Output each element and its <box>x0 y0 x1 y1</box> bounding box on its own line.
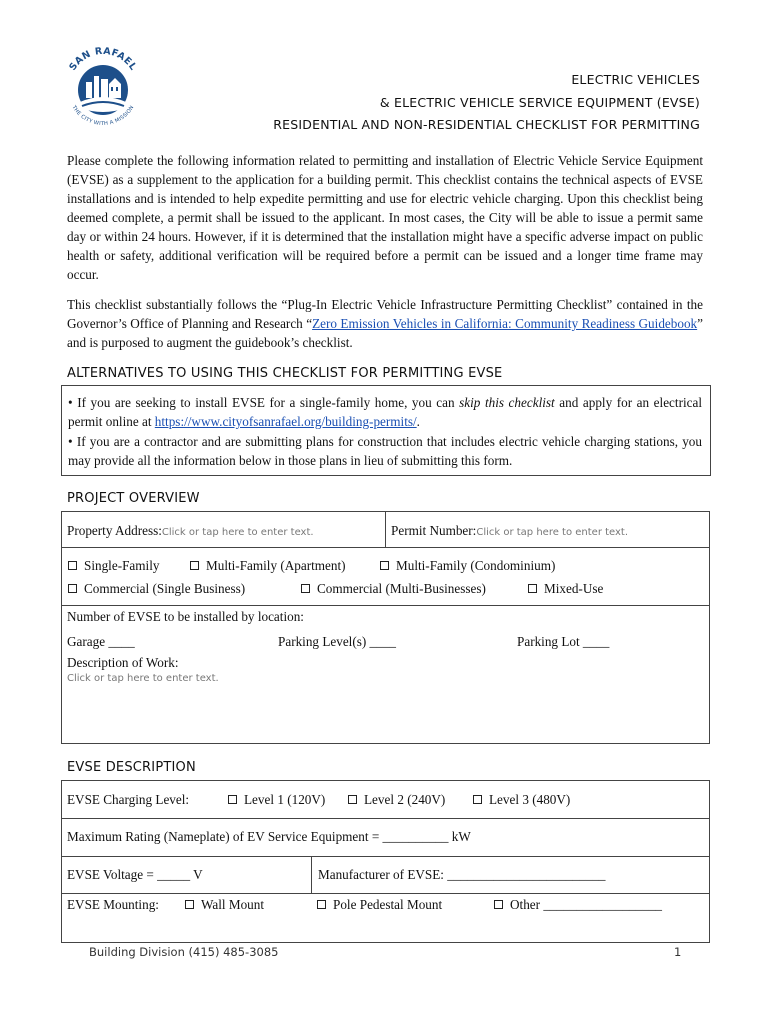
title-line-2: & ELECTRIC VEHICLE SERVICE EQUIPMENT (EVSE) <box>379 95 700 110</box>
building-permits-link[interactable]: https://www.cityofsanrafael.org/building-permits/ <box>154 414 417 429</box>
svg-text:THE CITY WITH A MISSION: THE CITY WITH A MISSION <box>70 104 136 128</box>
alternatives-bullet-1 <box>68 393 702 431</box>
alternatives-bullet-2 <box>68 432 702 470</box>
checkbox-mixed-use[interactable] <box>528 581 603 597</box>
checkbox-icon[interactable] <box>185 900 194 909</box>
intro-paragraph-2 <box>67 295 703 352</box>
checkbox-label: Commercial (Multi-Businesses) <box>317 581 486 596</box>
checkbox-level-2[interactable] <box>348 792 445 808</box>
intro-paragraph-2-tail: ” and is purposed to augment the guidebook’s checklist. <box>67 316 703 350</box>
permit-number-input[interactable]: Click or tap here to enter text. <box>476 527 629 538</box>
checkbox-label: Level 3 (480V) <box>489 792 571 807</box>
table-divider <box>61 893 710 894</box>
table-divider <box>61 818 710 819</box>
property-address-input[interactable]: Click or tap here to enter text. <box>161 527 314 538</box>
checkbox-label: Level 2 (240V) <box>364 792 446 807</box>
table-divider <box>311 856 312 893</box>
evse-description-heading: EVSE DESCRIPTION <box>67 760 196 775</box>
table-divider <box>385 511 386 548</box>
checkbox-icon[interactable] <box>380 561 389 570</box>
city-seal-icon <box>60 44 146 130</box>
permit-number-field[interactable] <box>391 523 628 539</box>
mounting-label: EVSE Mounting: <box>67 897 159 912</box>
table-divider <box>61 605 710 606</box>
checkbox-level-1[interactable] <box>228 792 325 808</box>
checkbox-icon[interactable] <box>68 584 77 593</box>
checkbox-icon[interactable] <box>301 584 310 593</box>
checkbox-pole-pedestal-mount[interactable] <box>317 897 442 913</box>
table-divider <box>61 856 710 857</box>
checkbox-level-3[interactable] <box>473 792 570 808</box>
evse-count-label: Number of EVSE to be installed by location: <box>67 609 304 624</box>
manufacturer-field[interactable]: Manufacturer of EVSE: ________________________ <box>318 867 606 882</box>
checkbox-icon[interactable] <box>528 584 537 593</box>
charging-level-label: EVSE Charging Level: <box>67 792 190 807</box>
table-divider <box>61 547 710 548</box>
property-address-field[interactable] <box>67 523 314 539</box>
description-of-work-label: Description of Work: <box>67 655 179 670</box>
title-line-3: RESIDENTIAL AND NON-RESIDENTIAL CHECKLIST FOR PERMITTING <box>273 117 700 132</box>
checkbox-commercial-single[interactable] <box>68 581 245 597</box>
garage-count-field[interactable]: Garage ____ <box>67 634 135 649</box>
page-number: 1 <box>674 945 682 959</box>
checkbox-commercial-multi[interactable] <box>301 581 486 597</box>
checkbox-label: Pole Pedestal Mount <box>333 897 443 912</box>
bullet-1-text: If you are seeking to install EVSE for a single-family home, you can <box>77 395 460 410</box>
bullet-1-emphasis: skip this checklist <box>459 395 555 410</box>
intro-paragraph-2-text: This checklist substantially follows the “Plug-In Electric Vehicle Infrastructure Permitting Checklist” contained in the Governor’s Office of Planning and Research “ <box>67 297 703 331</box>
checkbox-label: Single-Family <box>84 558 160 573</box>
checkbox-icon[interactable] <box>473 795 482 804</box>
checkbox-label: Wall Mount <box>201 897 265 912</box>
property-address-label: Property Address: <box>67 523 162 538</box>
city-logo <box>60 44 146 130</box>
checkbox-wall-mount[interactable] <box>185 897 264 913</box>
evse-voltage-field[interactable]: EVSE Voltage = _____ V <box>67 867 203 882</box>
checkbox-icon[interactable] <box>494 900 503 909</box>
intro-paragraph-1: Please complete the following information related to permitting and installation of Electric Vehicle Service Equipment (EVSE) as a supplement to the application for a building permit. This checklist contains the technical aspects of EVSE installations and is intended to help expedite permitting and use for electric vehicle charging. Upon this checklist being deemed complete, a permit shall be issued to the applicant. In most cases, the City will be able to issue a permit same day or within 24 hours. However, if it is determined that the installation might have a specific adverse impact on public health or safety, additional verification will be required before a permit can be issued and a longer time frame may occur. <box>67 153 703 282</box>
project-overview-heading: PROJECT OVERVIEW <box>67 491 200 506</box>
max-rating-field[interactable]: Maximum Rating (Nameplate) of EV Service Equipment = __________ kW <box>67 829 471 844</box>
guidebook-link[interactable]: Zero Emission Vehicles in California: Community Readiness Guidebook <box>312 316 698 331</box>
checkbox-icon[interactable] <box>190 561 199 570</box>
checkbox-label: Multi-Family (Apartment) <box>206 558 346 573</box>
checkbox-icon[interactable] <box>348 795 357 804</box>
parking-lot-count-field[interactable]: Parking Lot ____ <box>517 634 610 649</box>
bullet-icon: • <box>68 434 77 449</box>
checkbox-label: Commercial (Single Business) <box>84 581 246 596</box>
checkbox-icon[interactable] <box>228 795 237 804</box>
bullet-icon: • <box>68 395 78 410</box>
checkbox-single-family[interactable] <box>68 558 159 574</box>
checkbox-other-mount[interactable] <box>494 897 662 913</box>
checkbox-label: Multi-Family (Condominium) <box>396 558 556 573</box>
alternatives-heading: ALTERNATIVES TO USING THIS CHECKLIST FOR PERMITTING EVSE <box>67 366 503 381</box>
checkbox-multi-family-apartment[interactable] <box>190 558 346 574</box>
checkbox-multi-family-condominium[interactable] <box>380 558 555 574</box>
checkbox-label: Level 1 (120V) <box>244 792 326 807</box>
parking-levels-count-field[interactable]: Parking Level(s) ____ <box>278 634 396 649</box>
svg-text:SAN RAFAEL: SAN RAFAEL <box>67 45 139 73</box>
footer-division: Building Division (415) 485-3085 <box>89 945 279 959</box>
permit-number-label: Permit Number: <box>391 523 477 538</box>
checkbox-icon[interactable] <box>317 900 326 909</box>
checkbox-label: Other __________________ <box>510 897 663 912</box>
checkbox-label: Mixed-Use <box>544 581 604 596</box>
bullet-1-text-b: and apply for an electrical permit online at <box>68 395 702 429</box>
checkbox-icon[interactable] <box>68 561 77 570</box>
bullet-2-text: If you are a contractor and are submitting plans for construction that includes electric vehicle charging stations, you may provide all the information below in those plans in lieu of submitting this form. <box>68 434 702 468</box>
description-of-work-input[interactable]: Click or tap here to enter text. <box>67 673 219 684</box>
title-line-1: ELECTRIC VEHICLES <box>571 72 700 87</box>
bullet-1-text-c: . <box>416 414 420 429</box>
